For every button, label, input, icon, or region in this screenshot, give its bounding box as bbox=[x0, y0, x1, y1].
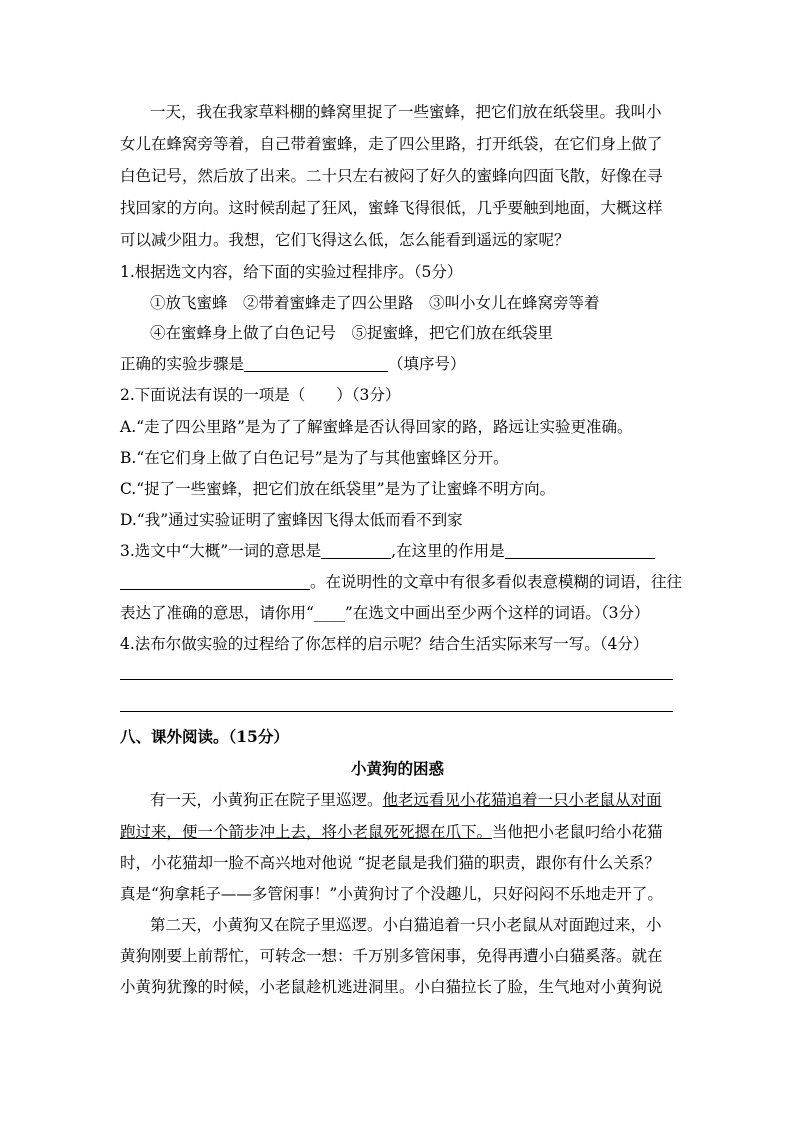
q1-answer-line bbox=[120, 354, 675, 374]
q3-meaning-blank[interactable] bbox=[321, 542, 391, 559]
q3-line-1 bbox=[120, 541, 675, 561]
passage-line-3: 白色记号，然后放了出来。二十只左右被闷了好久的蜜蜂向四面飞散，好像在寻 bbox=[120, 167, 663, 185]
q1-answer-prefix: 正确的实验步骤是 bbox=[120, 355, 245, 373]
story-underlined-sentence-part-1: 他老远看见小花猫追着一只小老鼠从对面 bbox=[382, 791, 662, 809]
story-line-2-text: 当他把小老鼠叼给小花猫 bbox=[492, 823, 663, 841]
q2-option-c: C.“捉了一些蜜蜂，把它们放在纸袋里”是为了让蜜蜂不明方向。 bbox=[120, 480, 556, 498]
passage-line-5: 可以减少阻力。我想，它们飞得这么低，怎么能看到遥远的家呢？ bbox=[120, 231, 570, 249]
q1-answer-blank[interactable] bbox=[244, 355, 388, 372]
q3-part-3: 。在说明性的文章中有很多看似表意模糊的词语，往往 bbox=[310, 573, 683, 591]
q4-stem: 4.法布尔做实验的过程给了你怎样的启示呢？结合生活实际来写一写。（4分） bbox=[120, 635, 649, 653]
story-line-2 bbox=[120, 822, 675, 842]
q3-function-blank-2[interactable] bbox=[120, 573, 310, 590]
q3-part-1: 3.选文中“大概”一词的意思是 bbox=[120, 542, 322, 560]
story-line-7: 小黄狗犹豫的时候，小老鼠趁机逃进洞里。小白猫拉长了脸，生气地对小黄狗说 bbox=[120, 978, 663, 996]
story-underlined-sentence-part-2: 跑过来，便一个箭步冲上去，将小老鼠死死摁在爪下。 bbox=[120, 823, 493, 841]
story-line-1 bbox=[150, 790, 675, 810]
q3-line-2 bbox=[120, 572, 683, 592]
q3-part-2: ,在这里的作用是 bbox=[391, 542, 505, 560]
q4-answer-line-1[interactable] bbox=[120, 679, 673, 680]
passage-line-1: 一天，我在我家草料棚的蜂窝里捉了一些蜜蜂，把它们放在纸袋里。我叫小 bbox=[150, 103, 662, 121]
section-8-heading: 八、课外阅读。（15分） bbox=[120, 727, 289, 746]
story-title: 小黄狗的困惑 bbox=[350, 759, 444, 778]
q2-stem: 2.下面说法有误的一项是（ ）（3分） bbox=[120, 386, 401, 404]
q2-option-d: D.“我”通过实验证明了蜜蜂因飞得太低而看不到家 bbox=[120, 511, 463, 529]
story-line-5: 第二天，小黄狗又在院子里巡逻。小白猫追着一只小老鼠从对面跑过来，小 bbox=[150, 916, 662, 934]
story-line-6: 黄狗刚要上前帮忙，可转念一想：千万别多管闲事，免得再遭小白猫奚落。就在 bbox=[120, 947, 663, 965]
q1-options-row-2: ④在蜜蜂身上做了白色记号 ⑤捉蜜蜂，把它们放在纸袋里 bbox=[150, 324, 554, 342]
passage-line-2: 女儿在蜂窝旁等着，自己带着蜜蜂，走了四公里路，打开纸袋，在它们身上做了 bbox=[120, 135, 663, 153]
q3-function-blank-1[interactable] bbox=[505, 542, 655, 559]
passage-line-4: 找回家的方向。这时候刮起了狂风，蜜蜂飞得很低，几乎要触到地面，大概这样 bbox=[120, 199, 663, 217]
q1-options-row-1: ①放飞蜜蜂 ②带着蜜蜂走了四公里路 ③叫小女儿在蜂窝旁等着 bbox=[150, 294, 600, 312]
q1-answer-suffix: （填序号） bbox=[388, 355, 466, 373]
q4-answer-line-2[interactable] bbox=[120, 711, 673, 712]
q2-option-b: B.“在它们身上做了白色记号”是为了与其他蜜蜂区分开。 bbox=[120, 449, 509, 467]
q3-line-3: 表达了准确的意思，请你用“____”在选文中画出至少两个这样的词语。（3分） bbox=[120, 604, 650, 622]
q2-option-a: A.“走了四公里路”是为了了解蜜蜂是否认得回家的路，路远让实验更准确。 bbox=[120, 418, 633, 436]
story-line-1-text: 有一天，小黄狗正在院子里巡逻。 bbox=[150, 791, 383, 809]
q1-stem: 1.根据选文内容，给下面的实验过程排序。（5分） bbox=[120, 263, 463, 281]
story-line-4: 真是“狗拿耗子——多管闲事！”小黄狗讨了个没趣儿，只好闷闷不乐地走开了。 bbox=[120, 885, 663, 903]
story-line-3: 时，小花猫却一脸不高兴地对他说 “捉老鼠是我们猫的职责，跟你有什么关系？ bbox=[120, 854, 660, 872]
